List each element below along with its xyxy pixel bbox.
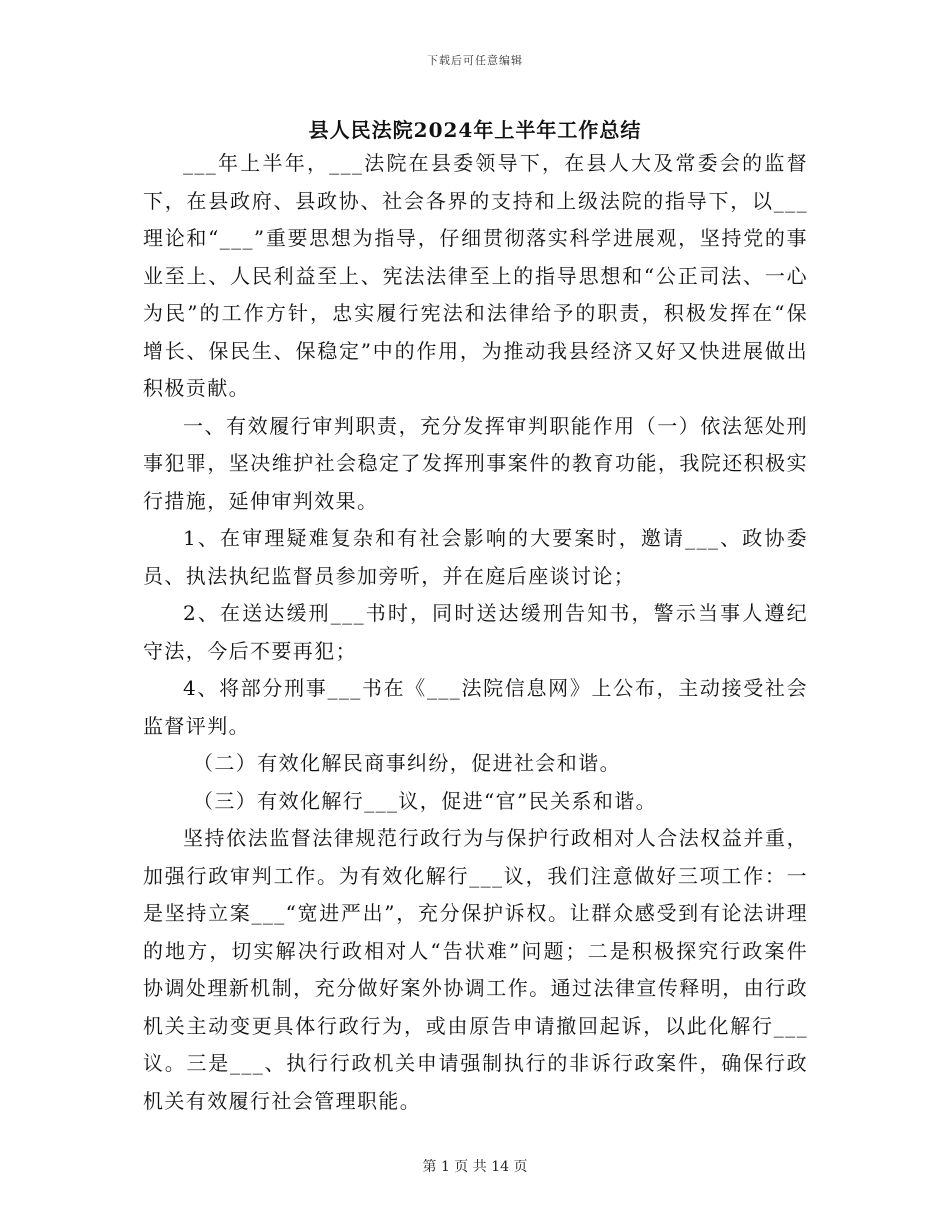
paragraph-subsection-three: （三）有效化解行___议，促进“官”民关系和谐。 [193,788,658,813]
paragraph-intro: ___年上半年，___法院在县委领导下，在县人大及常委会的监督下，在县政府、县政协、社会各界的支持和上级法院的指导下，以___理论和“___”重要思想为指导，仔细贯彻落实科学进展观，坚持党的事业至上、人民利益至上、宪法法律至上的指导思想和“公正司法、一心为民”的工作方针，忠实履行宪法和法律给予的职责，积极发挥在“保增长、保民生、保稳定”中的作用，为推动我县经济又好又快进展做出积极贡献。 [143,151,808,400]
header-note: 下载后可任意编辑 [427,54,523,67]
document-title: 县人民法院2024年上半年工作总结 [308,118,642,142]
paragraph-administrative: 坚持依法监督法律规范行政行为与保护行政相对人合法权益并重，加强行政审判工作。为有效化解行___议，我们注意做好三项工作：一是坚持立案___“宽进严出”，充分保护诉权。让群众感受到有论法讲理的地方，切实解决行政相对人“告状难”问题；二是积极探究行政案件协调处理新机制，充分做好案外协调工作。通过法律宣传释明，由行政机关主动变更具体行政行为，或由原告申请撤回起诉，以此化解行___议。三是___、执行行政机关申请强制执行的非诉行政案件，确保行政机关有效履行社会管理职能。 [143,826,808,1113]
paragraph-item-2: 2、在送达缓刑___书时，同时送达缓刑告知书，警示当事人遵纪守法，今后不要再犯； [143,601,808,663]
paragraph-subsection-two: （二）有效化解民商事纠纷，促进社会和谐。 [193,751,621,775]
page-number-footer: 第 1 页 共 14 页 [422,1159,528,1175]
paragraph-item-4: 4、将部分刑事___书在《___法院信息网》上公布，主动接受社会监督评判。 [143,676,808,738]
paragraph-item-1: 1、在审理疑难复杂和有社会影响的大要案时，邀请___、政协委员、执法执纪监督员参加旁听，并在庭后座谈讨论； [143,526,808,588]
document-body [143,145,808,1120]
paragraph-section-one: 一、有效履行审判职责，充分发挥审判职能作用（一）依法惩处刑事犯罪，坚决维护社会稳定了发挥刑事案件的教育功能，我院还积极实行措施，延伸审判效果。 [143,413,808,513]
